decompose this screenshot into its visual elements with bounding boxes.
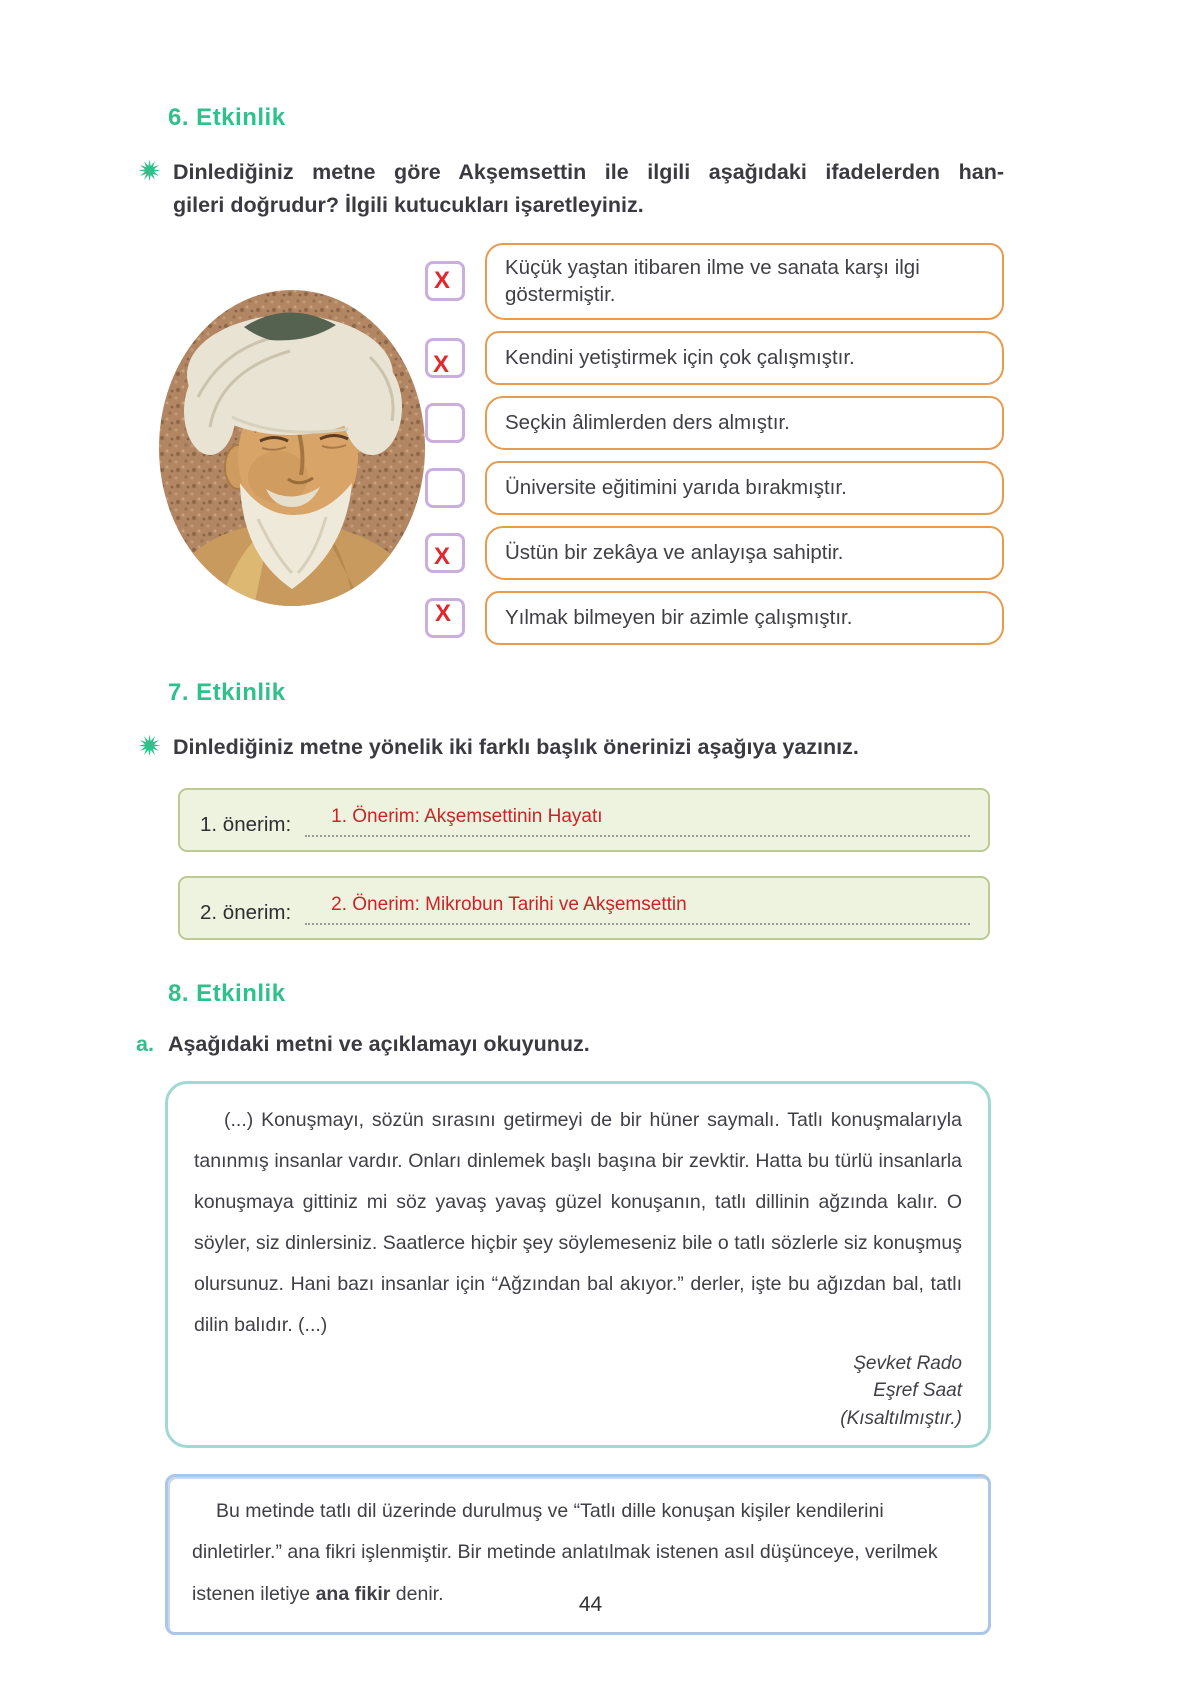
activity7-instruction-row — [138, 731, 1004, 764]
statement-box-6: Yılmak bilmeyen bir azimle çalışmıştır. — [485, 591, 1004, 645]
checklist-row — [425, 591, 1004, 645]
statement-box-4: Üniversite eğitimini yarıda bırakmıştır. — [485, 461, 1004, 515]
explanation-bold-term: ana fikir — [315, 1583, 391, 1606]
statement-box-5: Üstün bir zekâya ve anlayışa sahiptir. — [485, 526, 1004, 580]
activity7-instruction: Dinlediğiniz metne yönelik iki farklı başlık önerinizi aşağıya yazınız. — [173, 734, 859, 759]
checklist-row — [425, 461, 1004, 515]
answer-input-line-1[interactable] — [305, 806, 970, 837]
passage-note: (Kısaltılmıştır.) — [840, 1408, 962, 1429]
checkbox-mark: X — [433, 267, 450, 295]
checkbox-mark: X — [434, 599, 451, 627]
checklist-row — [425, 243, 1004, 320]
explanation-before-bold: Bu metinde tatlı dil üzerinde durulmuş ve “Tatlı dille konuşan kişiler kendilerini dinletirler.” ana fikri işlenmiştir. Bir metinde anlatılmak istenen asıl düşünceye, verilmek istenen iletiye — [192, 1499, 938, 1606]
checkbox-mark: X — [433, 542, 450, 570]
answer-box-1 — [178, 788, 990, 852]
answer-value-2: 2. Önerim: Mikrobun Tarihi ve Akşemsettin — [331, 894, 687, 916]
checklist-row — [425, 331, 1004, 385]
passage-text: (...) Konuşmayı, sözün sırasını getirmeyi de bir hüner saymalı. Tatlı konuşmalarıyla tanınmış insanlar vardır. Onları dinlemek başlı başına bir zevktir. Hatta bu türlü insanlarla konuşmaya gittiniz mi söz yavaş yavaş güzel konuşanın, tatlı dillinin ağzında kalır. O söyler, siz dinlersiniz. Saatlerce hiçbir şey söylemeseniz bile o tatlı sözlerle siz konuşmuş olursunuz. Hani bazı insanlar için “Ağzından bal akıyor.” derler, işte bu ağızdan bal, tatlı dilin balıdır. (...) — [194, 1109, 962, 1336]
checkbox-5[interactable] — [425, 533, 465, 573]
star-bullet-icon — [138, 159, 161, 182]
activity8-heading: 8. Etkinlik — [168, 980, 286, 1008]
answer-label-2: 2. önerim: — [200, 901, 292, 925]
statement-box-2: Kendini yetiştirmek için çok çalışmıştır. — [485, 331, 1004, 385]
checklist-row — [425, 396, 1004, 450]
statement-box-1: Küçük yaştan itibaren ilme ve sanata karşı ilgi göstermiştir. — [485, 243, 1004, 320]
passage-signature — [194, 1350, 962, 1433]
activity7-heading: 7. Etkinlik — [168, 678, 286, 706]
statement-box-3: Seçkin âlimlerden ders almıştır. — [485, 396, 1004, 450]
activity8-instruction: Aşağıdaki metni ve açıklamayı okuyunuz. — [167, 1032, 590, 1057]
checklist-row — [425, 526, 1004, 580]
checkbox-6[interactable] — [425, 598, 465, 638]
activity6-checklist — [130, 243, 1004, 645]
answer-box-2 — [178, 876, 990, 940]
page-number: 44 — [578, 1593, 603, 1616]
activity8-item-row — [136, 1032, 1004, 1057]
passage-box — [165, 1081, 991, 1447]
checkbox-3[interactable] — [425, 403, 465, 443]
activity6-heading: 6. Etkinlik — [168, 104, 286, 131]
passage-source: Eşref Saat — [873, 1380, 962, 1402]
checkbox-2[interactable] — [425, 338, 465, 378]
star-bullet-icon — [138, 734, 161, 757]
answer-input-line-2[interactable] — [305, 894, 970, 925]
activity6-instruction: Dinlediğiniz metne göre Akşemsettin ile ilgili aşağıdaki ifadelerden han- gileri doğrudur? İlgili kutucukları işaretleyiniz. — [173, 160, 1004, 218]
checkbox-4[interactable] — [425, 468, 465, 508]
item-letter-a: a. — [136, 1032, 154, 1057]
checkbox-1[interactable] — [425, 261, 465, 301]
page-content — [130, 0, 1004, 1635]
checkbox-mark: X — [432, 350, 449, 378]
answer-value-1: 1. Önerim: Akşemsettinin Hayatı — [331, 806, 603, 828]
answer-label-1: 1. önerim: — [200, 813, 292, 837]
passage-author: Şevket Rado — [853, 1352, 962, 1374]
explanation-after-bold: denir. — [390, 1583, 444, 1606]
activity6-instruction-row — [138, 156, 1004, 223]
aksemsettin-portrait-image — [158, 289, 426, 607]
